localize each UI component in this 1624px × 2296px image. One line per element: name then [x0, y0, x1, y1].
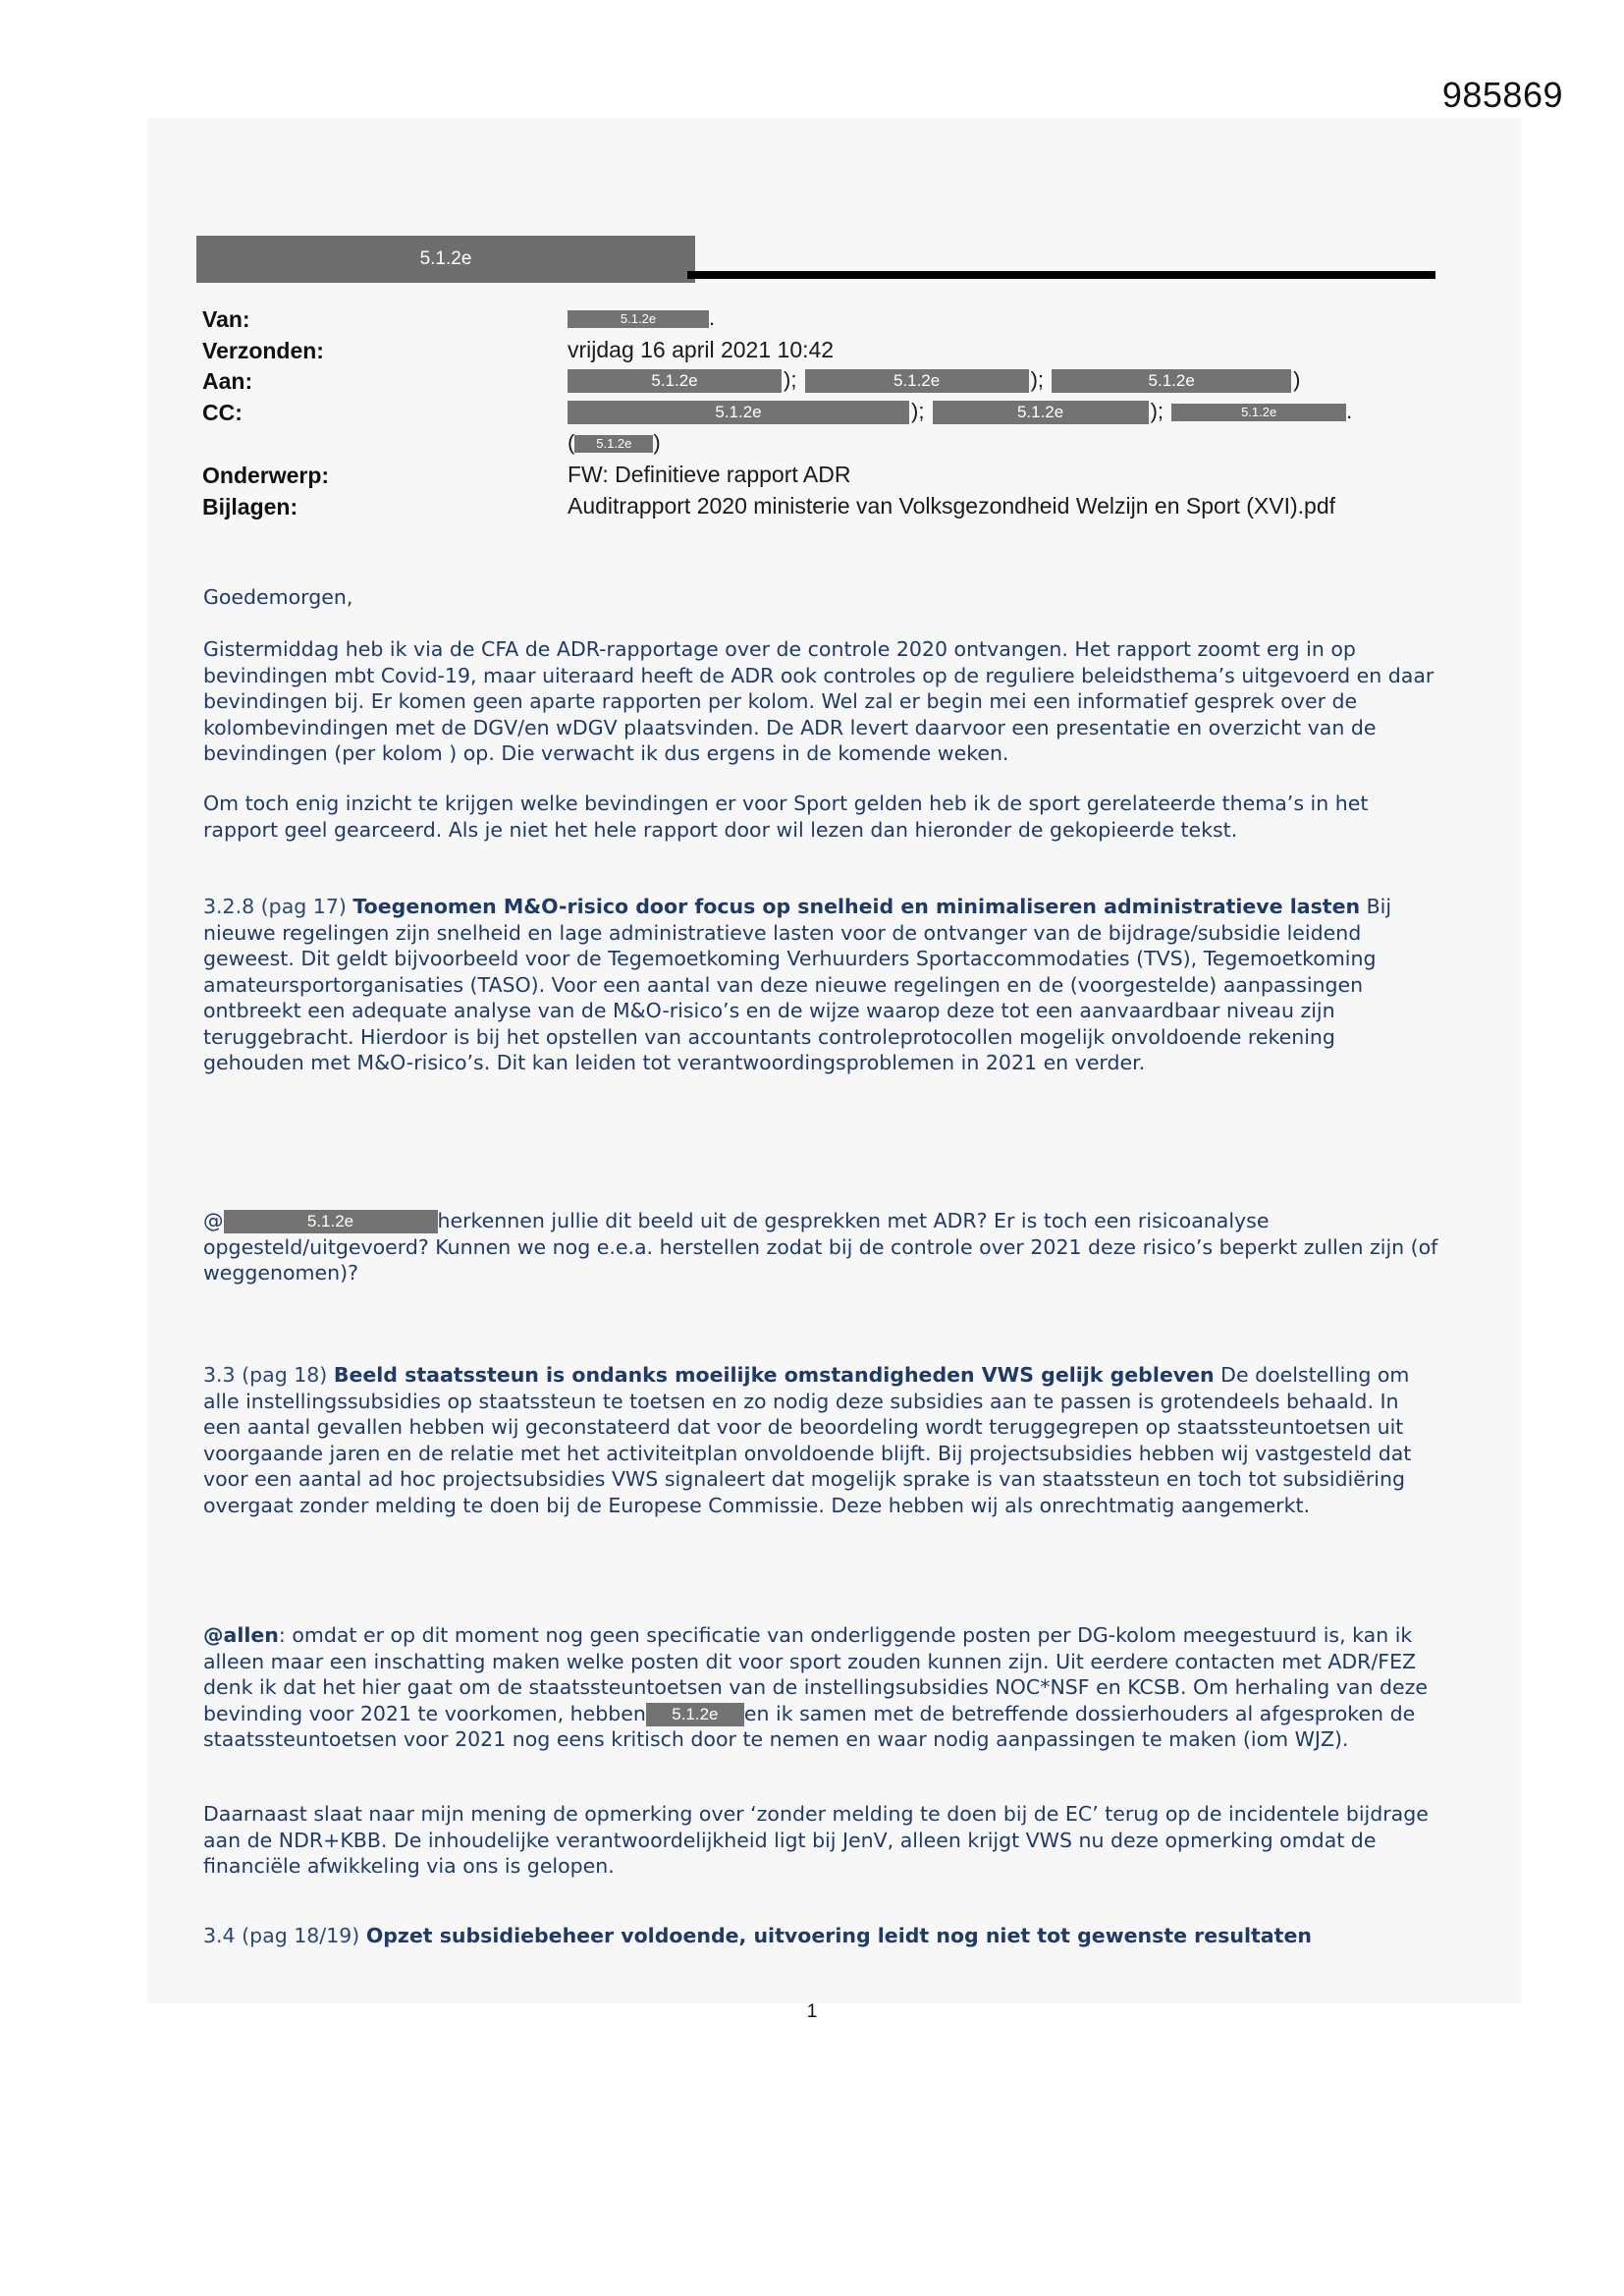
cc-value-continued: ( 5.1.2e ): [568, 430, 661, 455]
subject-value: FW: Definitieve rapport ADR: [568, 462, 851, 487]
paragraph-line: controleprotocollen: [817, 1024, 1013, 1049]
section-3-4: [203, 1923, 1440, 1949]
section-3-2-8: [203, 894, 1440, 1076]
allen-paragraph: [203, 1622, 1440, 1753]
intro-paragraph: [203, 636, 1440, 767]
to-value: 5.1.2e ); 5.1.2e ); 5.1.2e ): [568, 367, 1302, 393]
redacted-block: 5.1.2e: [224, 1210, 438, 1233]
paragraph-line: Voor een aantal van deze nieuwe regelingen en de (voorgestelde): [551, 972, 1218, 997]
paragraph-line: tot verantwoordingsproblemen in 2021 en verder.: [642, 1051, 1146, 1074]
redacted-block: 5.1.2e: [805, 369, 1029, 393]
redacted-block: 5.1.2e: [1052, 369, 1291, 393]
paragraph-line: Sportaccommodaties (TVS), Tegemoetkoming amateursportorganisaties (TASO).: [203, 947, 1377, 997]
paragraph-line: kan ik alleen maar een inschatting maken welke posten dit voor sport zouden kunnen zijn. Uit eerdere contacten: [203, 1623, 1413, 1673]
paragraph-line: aantal ad hoc projectsubsidies VWS signaleert dat mogelijk sprake is van staatssteun en toch tot: [298, 1467, 1276, 1491]
paragraph-line: aan te passen is grotendeels behaald. In een aantal gevallen hebben wij geconstateerd dat voor de: [203, 1389, 1399, 1439]
greeting: [203, 584, 1440, 611]
mention-at: @: [203, 1209, 224, 1232]
paragraph-line: overzicht van de bevindingen (per kolom ) op. Die verwacht ik dus ergens in de komende weken.: [203, 715, 1377, 765]
question-first-line: [203, 1209, 1269, 1232]
allen-text: en ik samen met de betreffende: [743, 1701, 1069, 1725]
subject-label: Onderwerp:: [202, 463, 330, 488]
redacted-block: 5.1.2e: [574, 435, 653, 453]
section-3-3: [203, 1362, 1440, 1518]
paragraph-line: aanpassingen te maken (iom WJZ).: [996, 1727, 1349, 1751]
redacted-block: 5.1.2e: [568, 310, 709, 328]
paragraph-line: Bij nieuwe regelingen zijn snelheid en lage administratieve lasten voor de ontvanger van de: [203, 895, 1392, 945]
allen-first-line: [203, 1623, 1346, 1647]
greeting-text: Goedemorgen,: [203, 585, 353, 609]
section-reference: 3.2.8 (pag 17): [203, 895, 347, 918]
paragraph-line: opmerking omdat de financiële afwikkeling via ons is gelopen.: [203, 1828, 1377, 1878]
paragraph-line: Om toch enig inzicht te krijgen welke bevindingen er voor Sport gelden heb ik de sport gerelateerde thema’s in: [203, 792, 1329, 815]
paragraph-line: bevindingen mbt Covid-19, maar uiteraard heeft de ADR ook controles op de reguliere beleidsthema’s uitgevoerd: [203, 663, 1351, 687]
paragraph-line: mogelijk onvoldoende rekening gehouden met M&O-risico’s. Dit kan leiden: [203, 1024, 1335, 1074]
redaction-code: 5.1.2e: [419, 248, 472, 269]
question-paragraph: [203, 1208, 1440, 1286]
redacted-block: 5.1.2e: [933, 401, 1149, 424]
header-rule: [687, 271, 1435, 279]
sent-value: vrijdag 16 april 2021 10:42: [568, 337, 835, 362]
paragraph-line: met ADR/FEZ denk ik dat het hier gaat om de staatssteuntoetsen van de instellingsubsidies NOC*NSF en KCSB.: [203, 1649, 1417, 1699]
paragraph-line: over de kolombevindingen met de DGV/en wDGV plaatsvinden. De ADR levert daarvoor een presentatie en: [203, 689, 1358, 739]
document-number: 985869: [1441, 75, 1563, 115]
paragraph-line: Daarnaast slaat naar mijn mening de opmerking over ‘zonder melding te doen bij de EC’ terug op de incidentele: [203, 1802, 1340, 1826]
sent-label: Verzonden:: [202, 338, 324, 363]
to-label: Aan:: [202, 368, 253, 394]
paragraph-line: en daar bevindingen bij. Er komen geen aparte rapporten per kolom. Wel zal er begin mei een informatief gesprek: [203, 663, 1435, 713]
paragraph-line: beoordeling wordt teruggegrepen op staatssteuntoetsen uit voorgaande jaren en de relatie met: [203, 1415, 1404, 1465]
sport-paragraph: [203, 791, 1440, 843]
section-heading: Opzet subsidiebeheer voldoende, uitvoering leidt nog niet tot gewenste resultaten: [365, 1924, 1312, 1947]
attachments-label: Bijlagen:: [202, 494, 298, 519]
redacted-sender-bar: [196, 236, 695, 283]
redacted-block: 5.1.2e: [568, 369, 782, 393]
section-reference: 3.4 (pag 18/19): [203, 1924, 360, 1947]
paragraph-line: Gistermiddag heb ik via de CFA de ADR-rapportage over de controle 2020 ontvangen. Het rapport zoomt erg in op: [203, 637, 1356, 661]
page-number: 1: [806, 2001, 818, 2022]
paragraph-line: dossierhouders al afgesproken de staatssteuntoetsen voor 2021 nog eens kritisch door te nemen en waar nodig: [203, 1701, 1416, 1751]
paragraph-line: aanpassingen ontbreekt een adequate analyse van de M&O-risico’s en de wijze waarop deze tot: [203, 972, 1364, 1022]
ec-paragraph: [203, 1801, 1440, 1880]
paragraph-line: De doelstelling om alle instellingssubsidies op staatssteun te toetsen en zo nodig deze subsidies: [203, 1363, 1410, 1413]
paragraph-line: bijdrage/subsidie leidend geweest. Dit geldt bijvoorbeeld voor de Tegemoetkoming Verhuurders: [203, 920, 1362, 970]
from-label: Van:: [202, 306, 250, 332]
mention-allen: @allen: [203, 1623, 279, 1647]
allen-text: Om herhaling van deze bevinding voor 2021 te voorkomen, hebben: [203, 1675, 1428, 1725]
from-value: 5.1.2e .: [568, 305, 715, 331]
paragraph-line: onrechtmatig aangemerkt.: [1039, 1493, 1311, 1517]
redacted-block: 5.1.2e: [568, 401, 909, 424]
paragraph-line: bijdrage aan de NDR+KBB. De inhoudelijke verantwoordelijkheid ligt bij JenV, alleen krijgt VWS nu deze: [203, 1802, 1429, 1852]
paragraph-line: het activiteitplan onvoldoende blijft. Bij projectsubsidies hebben wij vastgesteld dat voor een: [203, 1441, 1412, 1491]
paragraph-line: zullen zijn (of weggenomen)?: [203, 1234, 1438, 1285]
paragraph-line: het rapport geel gearceerd. Als je niet het hele rapport door wil lezen dan hieronder de gekopieerde tekst.: [203, 792, 1369, 842]
redacted-block: 5.1.2e: [646, 1703, 744, 1726]
section-heading: Beeld staatssteun is ondanks moeilijke omstandigheden VWS gelijk gebleven: [333, 1363, 1215, 1387]
section-reference: 3.3 (pag 18): [203, 1363, 328, 1387]
question-text: herkennen jullie dit beeld uit de gesprekken met ADR? Er is toch een risicoanalyse: [437, 1209, 1270, 1232]
paragraph-line: een aanvaardbaar niveau zijn teruggebracht. Hierdoor is bij het opstellen van accountants: [203, 999, 1335, 1049]
paragraph-line: subsidiëring overgaat zonder melding te doen bij de Europese Commissie. Deze hebben wij als: [203, 1467, 1405, 1517]
section-heading: Toegenomen M&O-risico door focus op snelheid en minimaliseren administratieve lasten: [352, 895, 1361, 918]
cc-value: 5.1.2e ); 5.1.2e ); 5.1.2e .: [568, 399, 1352, 424]
allen-text: : omdat er op dit moment nog geen specificatie van onderliggende posten per DG-kolom meegestuurd is,: [278, 1623, 1346, 1647]
cc-label: CC:: [202, 400, 243, 425]
redacted-block: 5.1.2e: [1171, 404, 1346, 421]
paragraph-line: opgesteld/uitgevoerd? Kunnen we nog e.e.a. herstellen zodat bij de controle over 2021 deze risico’s beperkt: [203, 1234, 1298, 1259]
attachment-link[interactable]: Auditrapport 2020 ministerie van Volksgezondheid Welzijn en Sport (XVI).pdf: [568, 493, 1336, 519]
